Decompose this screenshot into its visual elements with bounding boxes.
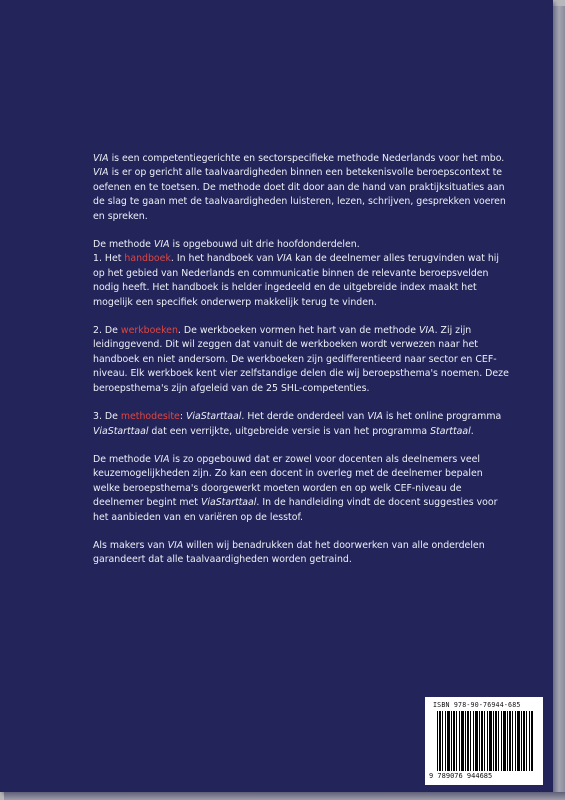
viastarttaal-title: ViaStarttaal <box>200 497 257 509</box>
intro-text-1: is een competentiegerichte en sectorspecifieke methode Nederlands voor het mbo. <box>108 153 505 164</box>
item-number: 1. Het <box>93 253 125 265</box>
via-title: VIA <box>276 253 293 265</box>
choices-text: . In de handleiding vindt de docent suggesties voor het aanbieden van en variëren op de lesstof. <box>93 497 498 523</box>
barcode-digits: 9 789076 944685 <box>429 772 493 780</box>
choices-pre: De methode <box>93 453 154 465</box>
via-title: VIA <box>367 411 383 423</box>
item-text: . In het handboek van <box>170 253 277 265</box>
via-title: VIA <box>93 153 109 164</box>
viastarttaal-title: ViaStarttaal <box>185 411 242 423</box>
choices-paragraph <box>93 453 511 525</box>
item-number: 3. De <box>93 411 121 423</box>
item-text: . Het derde onderdeel van <box>241 411 368 423</box>
item-text: . <box>470 425 474 437</box>
overview-paragraph <box>93 238 511 252</box>
item-text: kan de deelnemer alles terugvinden wat hij op het gebied van Nederlands en communicatie binnen de relevante beroepsvelden nodig heeft. Het handboek is helder ingedeeld en de uitgebreide index maakt het mogelijk een specifiek onderwerp makkelijk terug te vinden. <box>93 253 500 308</box>
intro-text-2: is er op gericht alle taalvaardigheden binnen een betekenisvolle beroepscontext te oefenen en te toetsen. De methode doet dit door aan de hand van praktijksituaties aan de slag te gaan met de taalvaardigheden luisteren, lezen, schrijven, gesprekken voeren en spreken. <box>93 167 506 222</box>
item-colon: : <box>179 411 186 423</box>
choices-text: is zo opgebouwd dat er zowel voor docenten als deelnemers veel keuzemogelijkheden zijn. Zo kan een docent in overleg met de deelnemer bepalen welke beroepsthema's doorgewerkt moeten worden en op welk CEF-niveau de deelnemer begint met <box>93 453 483 509</box>
overview-post: is opgebouwd uit drie hoofdonderdelen. <box>169 239 360 251</box>
via-title: VIA <box>153 239 170 251</box>
makers-paragraph <box>93 539 511 568</box>
list-item-methodesite <box>93 410 511 439</box>
makers-pre: Als makers van <box>93 539 168 551</box>
overview-pre: De methode <box>93 239 154 251</box>
item-text: dat een verrijkte, uitgebreide versie is van het programma <box>148 425 431 437</box>
item-text: . De werkboeken vormen het hart van de methode <box>177 325 419 337</box>
barcode-icon <box>437 711 533 771</box>
list-item-handboek <box>93 252 511 310</box>
item-text: is het online programma <box>382 411 502 423</box>
via-title: VIA <box>419 325 435 337</box>
via-title: VIA <box>93 167 109 179</box>
viastarttaal-title: ViaStarttaal <box>93 425 149 437</box>
blurb <box>93 152 511 568</box>
makers-post: willen wij benadrukken dat het doorwerken van alle onderdelen garandeert dat alle taalvaardigheden worden getraind. <box>93 539 485 566</box>
item-number: 2. De <box>93 325 121 337</box>
via-title: VIA <box>153 453 170 465</box>
term-methodesite: methodesite <box>120 411 180 423</box>
list-item-werkboeken <box>93 324 511 396</box>
term-werkboeken: werkboeken <box>120 325 178 337</box>
via-title: VIA <box>167 539 184 551</box>
page-edge-bottom <box>4 792 565 800</box>
page-edge-right <box>553 6 565 800</box>
term-handboek: handboek <box>124 253 171 265</box>
isbn-barcode-label <box>425 697 543 785</box>
item-text: . Zij zijn leidinggevend. Dit wil zeggen dat vanuit de werkboeken wordt verwezen naar het handboek en niet andersom. De werkboeken zijn gedifferentieerd naar sector en CEF-niveau. Elk werkboek kent vier zelfstandige delen die wij beroepsthema's noemen. Deze beroepsthema's zijn afgeleid van de 25 SHL-competenties. <box>93 325 509 394</box>
intro-paragraph <box>93 152 511 224</box>
isbn-number: ISBN 978-90-76944-685 <box>433 701 521 709</box>
starttaal-title: Starttaal <box>430 425 471 437</box>
